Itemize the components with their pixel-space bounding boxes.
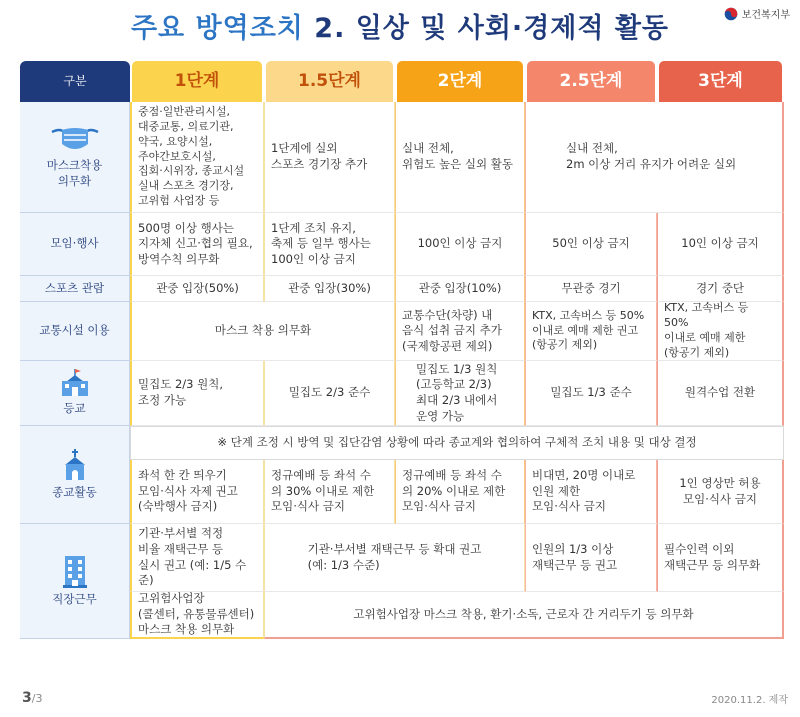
row-work — [20, 524, 130, 639]
gathering-stage1: 500명 이상 행사는 지자체 신고·협의 필요, 방역수칙 의무화 — [130, 213, 264, 276]
work-stage1-5-2-a: 기관·부서별 재택근무 등 확대 권고 (예: 1/3 수준) — [264, 524, 525, 592]
creation-date: 2020.11.2. 제작 — [711, 695, 788, 706]
sports-stage3: 경기 중단 — [657, 276, 784, 302]
page-total: /3 — [31, 692, 43, 705]
row-school-label: 등교 — [63, 401, 86, 416]
religion-stage2-5: 비대면, 20명 이내로 인원 제한 모임·식사 금지 — [525, 460, 657, 524]
page-current: 3 — [22, 690, 32, 706]
row-religion-label: 종교활동 — [52, 484, 97, 499]
transport-stage2-5: KTX, 고속버스 등 50% 이내로 예매 제한 권고 (항공기 제외) — [525, 302, 657, 361]
gathering-stage3: 10인 이상 금지 — [657, 213, 784, 276]
school-stage1-5: 밀집도 2/3 준수 — [264, 361, 395, 426]
religion-stage3: 1인 영상만 허용 모임·식사 금지 — [657, 460, 784, 524]
school-stage2: 밀집도 1/3 원칙 (고등학교 2/3) 최대 2/3 내에서 운영 가능 — [395, 361, 525, 426]
sports-stage1: 관중 입장(50%) — [130, 276, 264, 302]
school-stage1: 밀집도 2/3 원칙, 조정 가능 — [130, 361, 264, 426]
work-stage3-a: 필수인력 이외 재택근무 등 의무화 — [657, 524, 784, 592]
sports-stage2: 관중 입장(10%) — [395, 276, 525, 302]
work-stage2-5-a: 인원의 1/3 이상 재택근무 등 권고 — [525, 524, 657, 592]
transport-stage1-1-5: 마스크 착용 의무화 — [130, 302, 395, 361]
row-gathering: 모임·행사 — [20, 213, 130, 276]
sports-stage2-5: 무관중 경기 — [525, 276, 657, 302]
header-stage3: 3단계 — [659, 61, 782, 102]
header-stage2: 2단계 — [397, 61, 523, 102]
header-stage2-5: 2.5단계 — [527, 61, 655, 102]
transport-stage2: 교통수단(차량) 내 음식 섭취 금지 추가 (국제항공편 제외) — [395, 302, 525, 361]
mask-stage1: 중점·일반관리시설, 대중교통, 의료기관, 약국, 요양시설, 주야간보호시설, 집회·시위장, 종교시설 실내 스포츠 경기장, 고위험 사업장 등 — [130, 102, 264, 213]
ministry-logo — [724, 6, 790, 21]
row-work-label: 직장근무 — [52, 592, 97, 607]
gathering-stage2: 100인 이상 금지 — [395, 213, 525, 276]
header-stage1: 1단계 — [132, 61, 262, 102]
sports-stage1-5: 관중 입장(30%) — [264, 276, 395, 302]
school-stage2-5: 밀집도 1/3 준수 — [525, 361, 657, 426]
row-school — [20, 361, 130, 426]
mask-stage2: 실내 전체, 위험도 높은 실외 활동 — [395, 102, 525, 213]
religion-stage1: 좌석 한 칸 띄우기 모임·식사 자제 권고 (숙박행사 금지) — [130, 460, 264, 524]
row-transport: 교통시설 이용 — [20, 302, 130, 361]
row-mask — [20, 102, 130, 213]
page-title — [0, 6, 800, 45]
work-stage1-b: 고위험사업장 (콜센터, 유통물류센터) 마스크 착용 의무화 — [130, 592, 264, 639]
school-stage3: 원격수업 전환 — [657, 361, 784, 426]
gathering-stage1-5: 1단계 조치 유지, 축제 등 일부 행사는 100인 이상 금지 — [264, 213, 395, 276]
work-stage1-5-3-b: 고위험사업장 마스크 착용, 환기·소독, 근로자 간 거리두기 등 의무화 — [264, 592, 784, 639]
religion-note: ※ 단계 조정 시 방역 및 집단감염 상황에 따라 종교계와 협의하여 구체적 조치 내용 및 대상 결정 — [130, 426, 784, 460]
row-religion — [20, 426, 130, 524]
mask-stage2-5-3: 실내 전체, 2m 이상 거리 유지가 어려운 실외 — [525, 102, 784, 213]
row-sports: 스포츠 관람 — [20, 276, 130, 302]
church-icon — [60, 449, 90, 481]
gathering-stage2-5: 50인 이상 금지 — [525, 213, 657, 276]
office-building-icon — [62, 554, 88, 588]
work-stage1-a: 기관·부서별 적정 비율 재택근무 등 실시 권고 (예: 1/5 수준) — [130, 524, 264, 592]
page-number — [22, 690, 42, 706]
header-category: 구분 — [20, 61, 130, 102]
measures-table — [20, 61, 784, 670]
religion-stage2: 정규예배 등 좌석 수 의 20% 이내로 제한 모임·식사 금지 — [395, 460, 525, 524]
title-part2: 2. 일상 및 사회·경제적 활동 — [314, 13, 670, 44]
taegeuk-logo-icon — [724, 7, 738, 21]
transport-stage3: KTX, 고속버스 등 50% 이내로 예매 제한 (항공기 제외) — [657, 302, 784, 361]
header-stage1-5: 1.5단계 — [266, 61, 393, 102]
religion-stage1-5: 정규예배 등 좌석 수 의 30% 이내로 제한 모임·식사 금지 — [264, 460, 395, 524]
school-icon — [60, 369, 90, 397]
title-part1: 주요 방역조치 — [130, 13, 304, 44]
ministry-name: 보건복지부 — [741, 10, 790, 21]
row-mask-label: 마스크착용 의무화 — [46, 158, 103, 188]
mask-stage1-5: 1단계에 실외 스포츠 경기장 추가 — [264, 102, 395, 213]
mask-icon — [50, 124, 100, 154]
